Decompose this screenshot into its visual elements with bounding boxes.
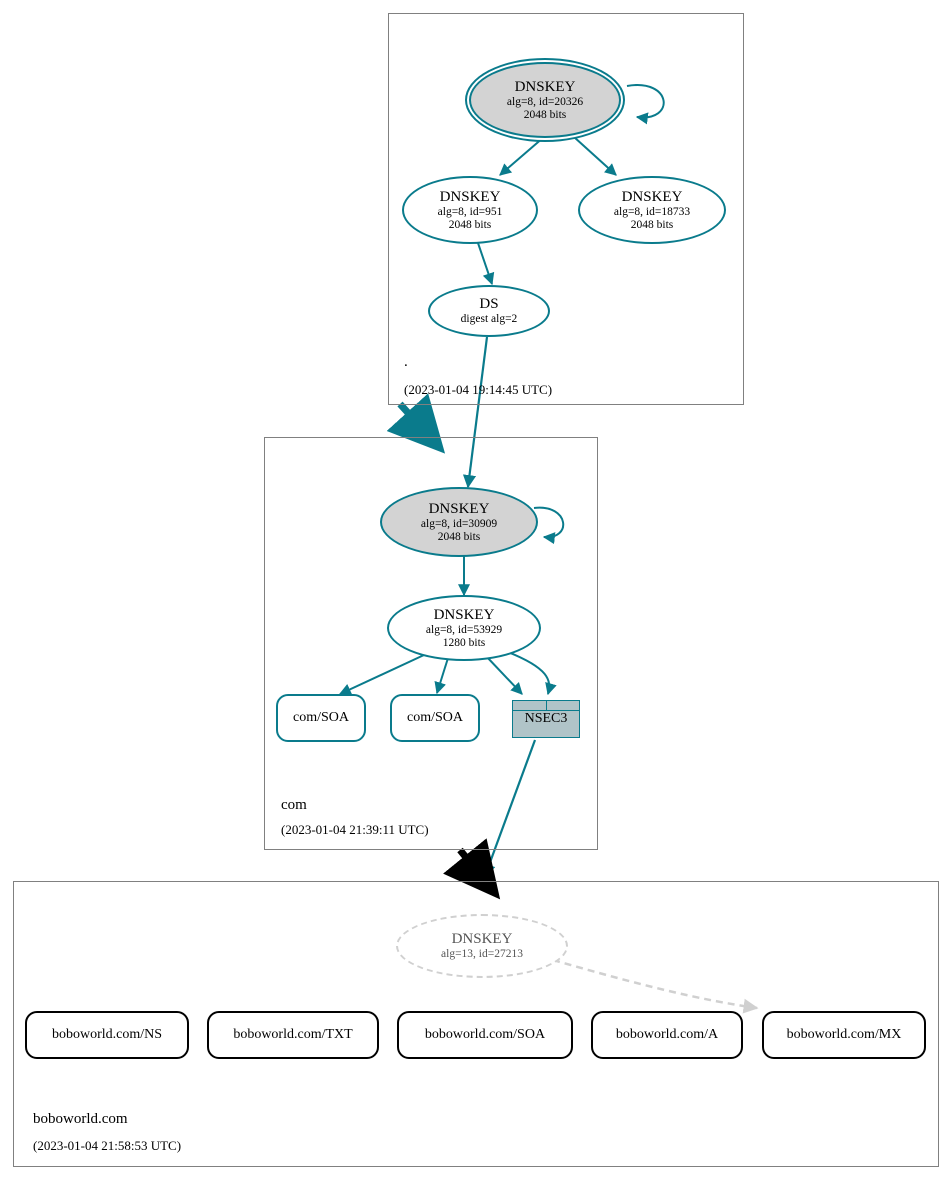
zone-timestamp-root: (2023-01-04 19:14:45 UTC) bbox=[404, 382, 553, 397]
zone-label-boboworld: boboworld.com bbox=[33, 1111, 128, 1127]
node-title: boboworld.com/MX bbox=[786, 1027, 902, 1042]
node-rrset-boboworld-txt[interactable] bbox=[207, 1011, 379, 1059]
node-detail-size: 2048 bits bbox=[630, 218, 674, 231]
node-detail-size: 1280 bits bbox=[442, 636, 486, 649]
zone-timestamp-com: (2023-01-04 21:39:11 UTC) bbox=[281, 822, 429, 837]
node-detail-alg: alg=8, id=30909 bbox=[420, 517, 498, 530]
node-rrset-boboworld-mx[interactable] bbox=[762, 1011, 926, 1059]
node-detail-alg: alg=8, id=53929 bbox=[425, 623, 503, 636]
zone-label-com: com bbox=[281, 797, 307, 813]
node-title: boboworld.com/NS bbox=[51, 1027, 163, 1042]
node-title: com/SOA bbox=[293, 710, 349, 725]
node-detail-alg: alg=13, id=27213 bbox=[441, 948, 523, 960]
nsec3-divider-vertical bbox=[546, 701, 547, 710]
node-dnskey-53929[interactable] bbox=[387, 595, 541, 661]
node-detail-digest: digest alg=2 bbox=[460, 313, 518, 325]
node-title: boboworld.com/TXT bbox=[233, 1027, 353, 1042]
node-rrset-boboworld-soa[interactable] bbox=[397, 1011, 573, 1059]
node-dnskey-18733[interactable] bbox=[578, 176, 726, 244]
zone-timestamp-boboworld: (2023-01-04 21:58:53 UTC) bbox=[33, 1138, 182, 1153]
node-detail-size: 2048 bits bbox=[448, 218, 492, 231]
zone-label-root: . bbox=[404, 354, 408, 370]
node-title: DNSKEY bbox=[621, 188, 683, 205]
node-title: DNSKEY bbox=[433, 606, 495, 623]
node-detail-alg: alg=8, id=951 bbox=[437, 205, 503, 218]
node-title: NSEC3 bbox=[524, 711, 568, 726]
node-title: boboworld.com/SOA bbox=[424, 1027, 546, 1042]
node-title: DNSKEY bbox=[439, 188, 501, 205]
node-detail-alg: alg=8, id=20326 bbox=[506, 95, 584, 108]
node-title: DNSKEY bbox=[428, 500, 490, 517]
node-rrset-boboworld-a[interactable] bbox=[591, 1011, 743, 1059]
node-rrset-boboworld-ns[interactable] bbox=[25, 1011, 189, 1059]
node-dnskey-27213[interactable] bbox=[396, 914, 568, 978]
node-detail-alg: alg=8, id=18733 bbox=[613, 205, 691, 218]
node-dnskey-951[interactable] bbox=[402, 176, 538, 244]
node-rrset-com-soa-1[interactable] bbox=[276, 694, 366, 742]
node-detail-size: 2048 bits bbox=[523, 108, 567, 121]
node-title: DNSKEY bbox=[451, 931, 513, 947]
edge-root-zone-to-com-zone bbox=[400, 404, 430, 437]
nsec3-divider-horizontal bbox=[513, 710, 579, 711]
node-title: com/SOA bbox=[407, 710, 463, 725]
node-dnskey-20326[interactable] bbox=[469, 62, 621, 138]
node-rrset-com-soa-2[interactable] bbox=[390, 694, 480, 742]
node-title: DS bbox=[479, 296, 499, 312]
node-title: boboworld.com/A bbox=[615, 1027, 719, 1042]
node-ds-digest-alg-2[interactable] bbox=[428, 285, 550, 337]
edge-com-zone-to-boboworld-zone bbox=[460, 850, 486, 882]
node-detail-size: 2048 bits bbox=[437, 530, 481, 543]
node-title: DNSKEY bbox=[514, 78, 576, 95]
node-dnskey-30909[interactable] bbox=[380, 487, 538, 557]
